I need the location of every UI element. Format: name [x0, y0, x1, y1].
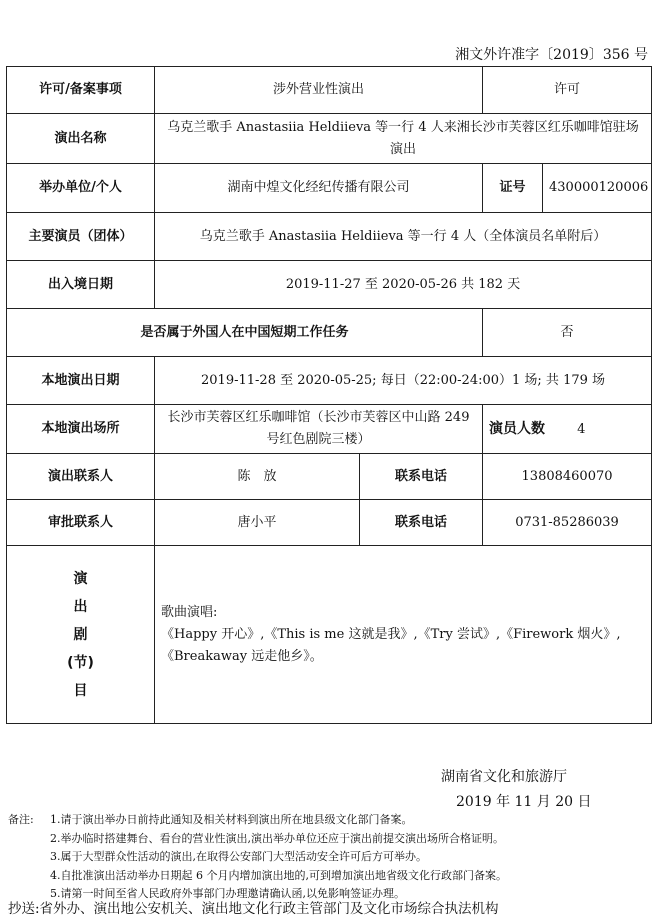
row-short-term — [7, 309, 652, 357]
row-local-dates — [7, 357, 652, 405]
row-show-name — [7, 114, 652, 164]
issuer: 湖南省文化和旅游厅 — [441, 769, 567, 785]
show-name-label: 演出名称 — [7, 114, 155, 164]
venue-label: 本地演出场所 — [7, 405, 155, 454]
matter-label: 许可/备案事项 — [7, 67, 155, 114]
performer-count-label: 演员人数 — [489, 420, 546, 437]
matter-decision: 许可 — [483, 67, 652, 114]
contact-phone-label: 联系电话 — [360, 454, 483, 500]
contact-label: 演出联系人 — [7, 454, 155, 500]
short-term-value: 否 — [483, 309, 652, 357]
programs-label-char: 演 — [73, 570, 88, 587]
local-dates-value: 2019-11-28 至 2020-05-25; 每日（22:00-24:00）1 场; 共 179 场 — [155, 357, 652, 405]
row-venue — [7, 405, 652, 454]
row-performers — [7, 213, 652, 261]
cc-line: 抄送:省外办、演出地公安机关、演出地文化行政主管部门及文化市场综合执法机构 — [8, 901, 499, 917]
approver-label: 审批联系人 — [7, 500, 155, 546]
programs-label-char: 剧 — [73, 626, 88, 643]
show-name-value: 乌克兰歌手 Anastasiia Heldiieva 等一行 4 人来湘长沙市芙蓉区红乐咖啡馆驻场演出 — [155, 114, 652, 164]
note-item: 4.自批准演出活动举办日期起 6 个月内增加演出地的,可到增加演出地省级文化行政部门备案。 — [50, 868, 507, 882]
note-item: 2.举办临时搭建舞台、看台的营业性演出,演出举办单位还应于演出前提交演出场所合格证明。 — [50, 831, 504, 845]
performers-label: 主要演员（团体） — [7, 213, 155, 261]
short-term-label: 是否属于外国人在中国短期工作任务 — [7, 309, 483, 357]
row-entry-exit — [7, 261, 652, 309]
document-number: 湘文外许准字〔2019〕356 号 — [455, 47, 648, 63]
note-item: 5.请第一时间至省人民政府外事部门办理邀请确认函,以免影响签证办理。 — [50, 887, 405, 900]
organizer-label: 举办单位/个人 — [7, 164, 155, 213]
note-item: 1.请于演出举办日前持此通知及相关材料到演出所在地县级文化部门备案。 — [50, 813, 413, 826]
approver-name: 唐小平 — [155, 500, 360, 546]
local-dates-label: 本地演出日期 — [7, 357, 155, 405]
row-organizer — [7, 164, 652, 213]
programs-label — [7, 546, 155, 724]
entry-exit-label: 出入境日期 — [7, 261, 155, 309]
approver-phone-label: 联系电话 — [360, 500, 483, 546]
performers-value: 乌克兰歌手 Anastasiia Heldiieva 等一行 4 人（全体演员名单附后） — [155, 213, 652, 261]
performer-count — [483, 405, 652, 454]
programs-label-char: 目 — [73, 682, 88, 699]
approver-phone: 0731-85286039 — [483, 500, 652, 546]
cert-label: 证号 — [483, 164, 543, 213]
row-approver — [7, 500, 652, 546]
entry-exit-value: 2019-11-27 至 2020-05-26 共 182 天 — [155, 261, 652, 309]
row-programs — [7, 546, 652, 724]
cert-value: 430000120006 — [543, 164, 652, 213]
row-contact — [7, 454, 652, 500]
issue-date: 2019 年 11 月 20 日 — [456, 794, 592, 810]
venue-value: 长沙市芙蓉区红乐咖啡馆（长沙市芙蓉区中山路 249 号红色剧院三楼） — [155, 405, 483, 454]
programs-label-char: (节) — [67, 654, 94, 671]
note-item: 3.属于大型群众性活动的演出,在取得公安部门大型活动安全许可后方可举办。 — [50, 850, 427, 863]
programs-intro: 歌曲演唱: — [161, 604, 218, 620]
matter-value: 涉外营业性演出 — [155, 67, 483, 114]
programs-content — [155, 546, 652, 724]
organizer-value: 湖南中煌文化经纪传播有限公司 — [155, 164, 483, 213]
programs-label-char: 出 — [73, 598, 88, 615]
programs-list: 《Happy 开心》,《This is me 这就是我》,《Try 尝试》,《Firework 烟火》,《Breakaway 远走他乡》。 — [161, 626, 621, 664]
notes-label: 备注: — [8, 813, 34, 826]
contact-name: 陈 放 — [155, 454, 360, 500]
performer-count-value: 4 — [577, 421, 586, 437]
permit-table — [6, 66, 652, 724]
row-matter — [7, 67, 652, 114]
contact-phone: 13808460070 — [483, 454, 652, 500]
